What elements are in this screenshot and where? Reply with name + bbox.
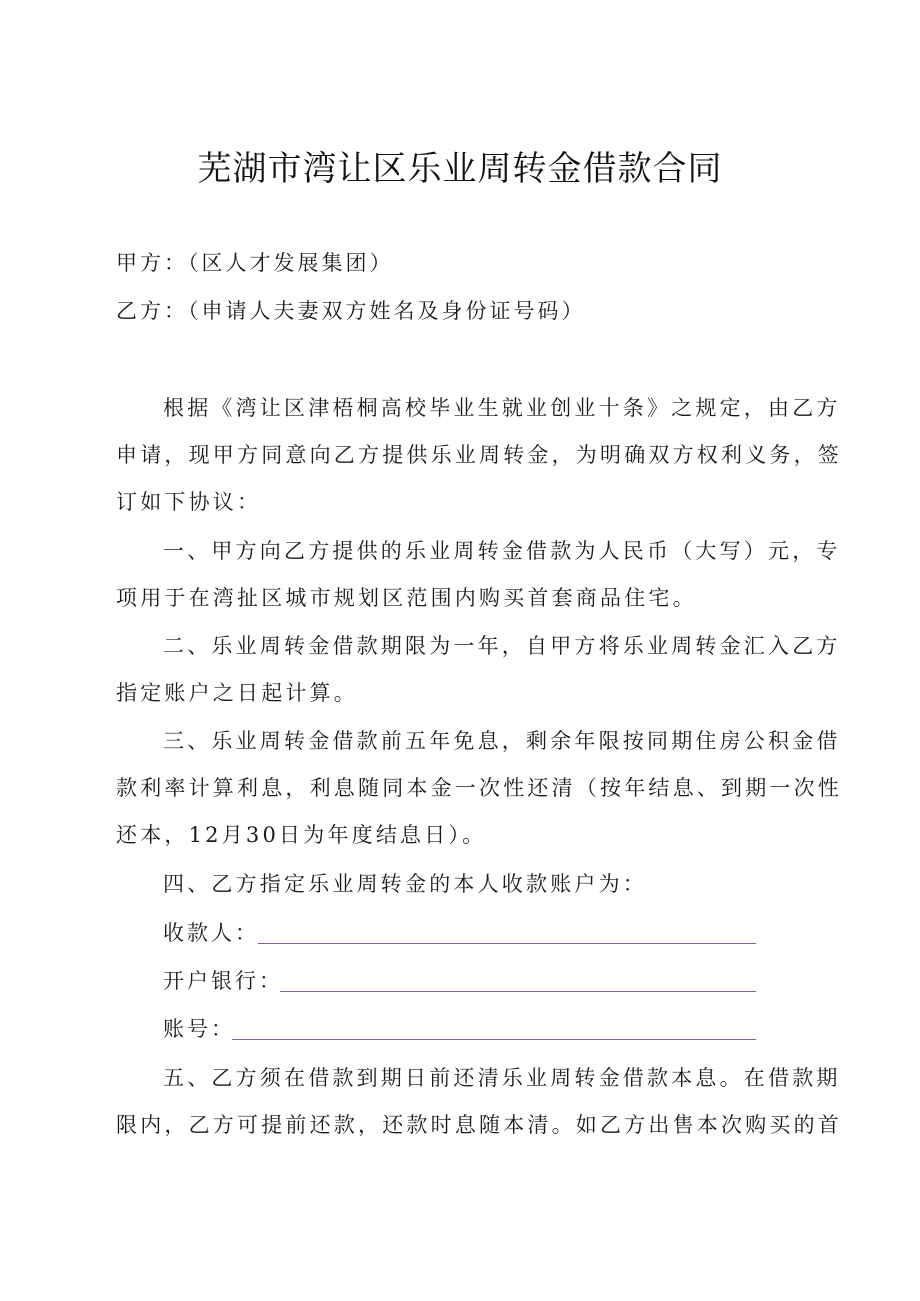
clause-1-line: 一、甲方向乙方提供的乐业周转金借款为人民币（大写）元，专 (163, 539, 841, 563)
account-blank-line (232, 1039, 756, 1040)
account-label: 账号： (163, 1017, 235, 1041)
clause-2-line: 二、乐业周转金借款期限为一年，自甲方将乐业周转金汇入乙方 (163, 634, 841, 658)
page-title: 芜湖市湾让区乐业周转金借款合同 (197, 149, 723, 189)
clause-5-line: 五、乙方须在借款到期日前还清乐业周转金借款本息。在借款期 (163, 1066, 841, 1090)
clause-3-line: 三、乐业周转金借款前五年免息，剩余年限按同期住房公积金借 (163, 729, 841, 753)
paragraph-line: 订如下协议： (116, 490, 262, 514)
paragraph-line: 根据《湾让区津梧桐高校毕业生就业创业十条》之规定，由乙方 (163, 396, 841, 420)
clause-2-line: 指定账户之日起计算。 (116, 681, 358, 705)
payee-blank-line (258, 943, 756, 944)
bank-blank-line (280, 991, 756, 992)
clause-1-line: 项用于在湾扯区城市规划区范围内购买首套商品住宅。 (116, 586, 697, 610)
payee-label: 收款人： (163, 921, 259, 945)
bank-label: 开户银行： (163, 969, 283, 993)
party-b: 乙方：（申请人夫妻双方姓名及身份证号码） (116, 299, 586, 323)
clause-3-line: 还本，12月30日为年度结息日）。 (116, 823, 487, 847)
clause-5-line: 限内，乙方可提前还款，还款时息随本清。如乙方出售本次购买的首 (116, 1113, 842, 1137)
paragraph-line: 申请，现甲方同意向乙方提供乐业周转金，为明确双方权利义务，签 (116, 443, 842, 467)
clause-3-line: 款利率计算利息，利息随同本金一次性还清（按年结息、到期一次性 (116, 776, 842, 800)
clause-4-line: 四、乙方指定乐业周转金的本人收款账户为： (163, 872, 647, 896)
party-a: 甲方：（区人才发展集团） (116, 251, 394, 275)
